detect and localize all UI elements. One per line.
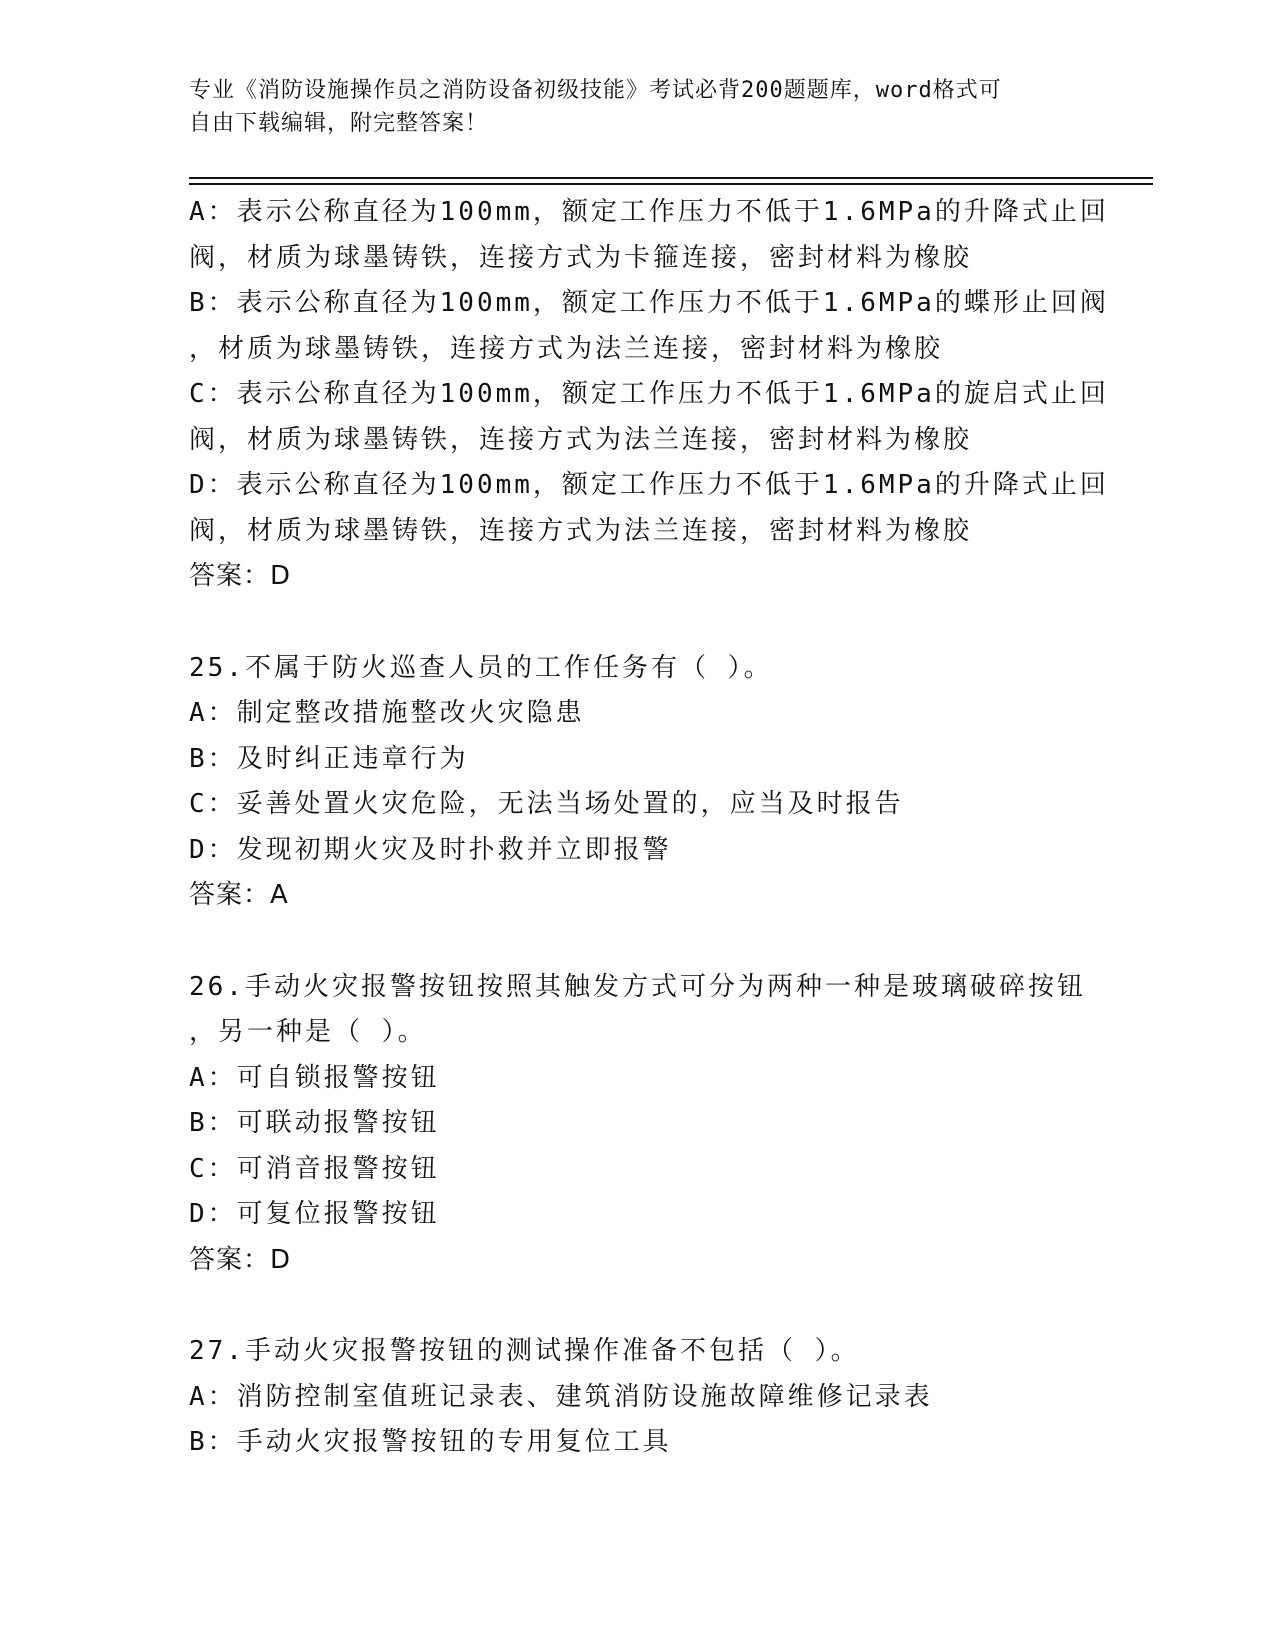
header-line-1: 专业《消防设施操作员之消防设备初级技能》考试必背200题题库，word格式可 (189, 78, 1002, 103)
option-b: B：手动火灾报警按钮的专用复位工具 (189, 1427, 672, 1457)
option-a-line-2: 阀，材质为球墨铸铁，连接方式为卡箍连接，密封材料为橡胶 (189, 242, 973, 273)
option-b: B：及时纠正违章行为 (189, 743, 469, 774)
option-a: A：制定整改措施整改火灾隐患 (189, 698, 585, 728)
option-d-line-2: 阀，材质为球墨铸铁，连接方式为法兰连接，密封材料为橡胶 (189, 515, 973, 546)
spacer (189, 919, 1089, 965)
option-a: A：可自锁报警按钮 (189, 1062, 440, 1093)
question-27 (189, 1329, 1089, 1466)
answer: 答案：A (189, 880, 289, 910)
question-stem: 27.手动火灾报警按钮的测试操作准备不包括（ ）。 (189, 1336, 860, 1366)
option-a-line-1: A：表示公称直径为100mm，额定工作压力不低于1.6MPa的升降式止回 (189, 197, 1109, 227)
option-c: C：可消音报警按钮 (189, 1153, 440, 1184)
header-rule-bottom (189, 183, 1153, 185)
option-c-line-1: C：表示公称直径为100mm，额定工作压力不低于1.6MPa的旋启式止回 (189, 379, 1109, 409)
question-stem: 25.不属于防火巡查人员的工作任务有（ ）。 (189, 652, 773, 683)
document-body (189, 190, 1109, 1466)
answer: 答案：D (189, 1244, 292, 1275)
option-b: B：可联动报警按钮 (189, 1108, 440, 1138)
question-stem-line-2: ，另一种是（ ）。 (189, 1017, 427, 1047)
question-stem-line-1: 26.手动火灾报警按钮按照其触发方式可分为两种一种是玻璃破碎按钮 (189, 971, 1086, 1002)
question-25 (189, 646, 1089, 919)
option-a: A：消防控制室值班记录表、建筑消防设施故障维修记录表 (189, 1381, 933, 1412)
page-header (189, 74, 1069, 140)
option-c-line-2: 阀，材质为球墨铸铁，连接方式为法兰连接，密封材料为橡胶 (189, 424, 973, 455)
option-c: C：妥善处置火灾危险，无法当场处置的，应当及时报告 (189, 789, 904, 819)
answer: 答案：D (189, 561, 292, 591)
spacer (189, 600, 1089, 646)
question-24-continued (189, 190, 1109, 600)
option-d: D：可复位报警按钮 (189, 1199, 440, 1229)
spacer (189, 1283, 1089, 1329)
option-b-line-2: ，材质为球墨铸铁，连接方式为法兰连接，密封材料为橡胶 (189, 333, 944, 364)
option-b-line-1: B：表示公称直径为100mm，额定工作压力不低于1.6MPa的蝶形止回阀 (189, 288, 1109, 318)
header-rule-top (189, 177, 1153, 179)
option-d: D：发现初期火灾及时扑救并立即报警 (189, 834, 672, 865)
question-26 (189, 965, 1089, 1284)
header-line-2: 自由下载编辑，附完整答案！ (189, 111, 489, 136)
option-d-line-1: D：表示公称直径为100mm，额定工作压力不低于1.6MPa的升降式止回 (189, 470, 1109, 500)
